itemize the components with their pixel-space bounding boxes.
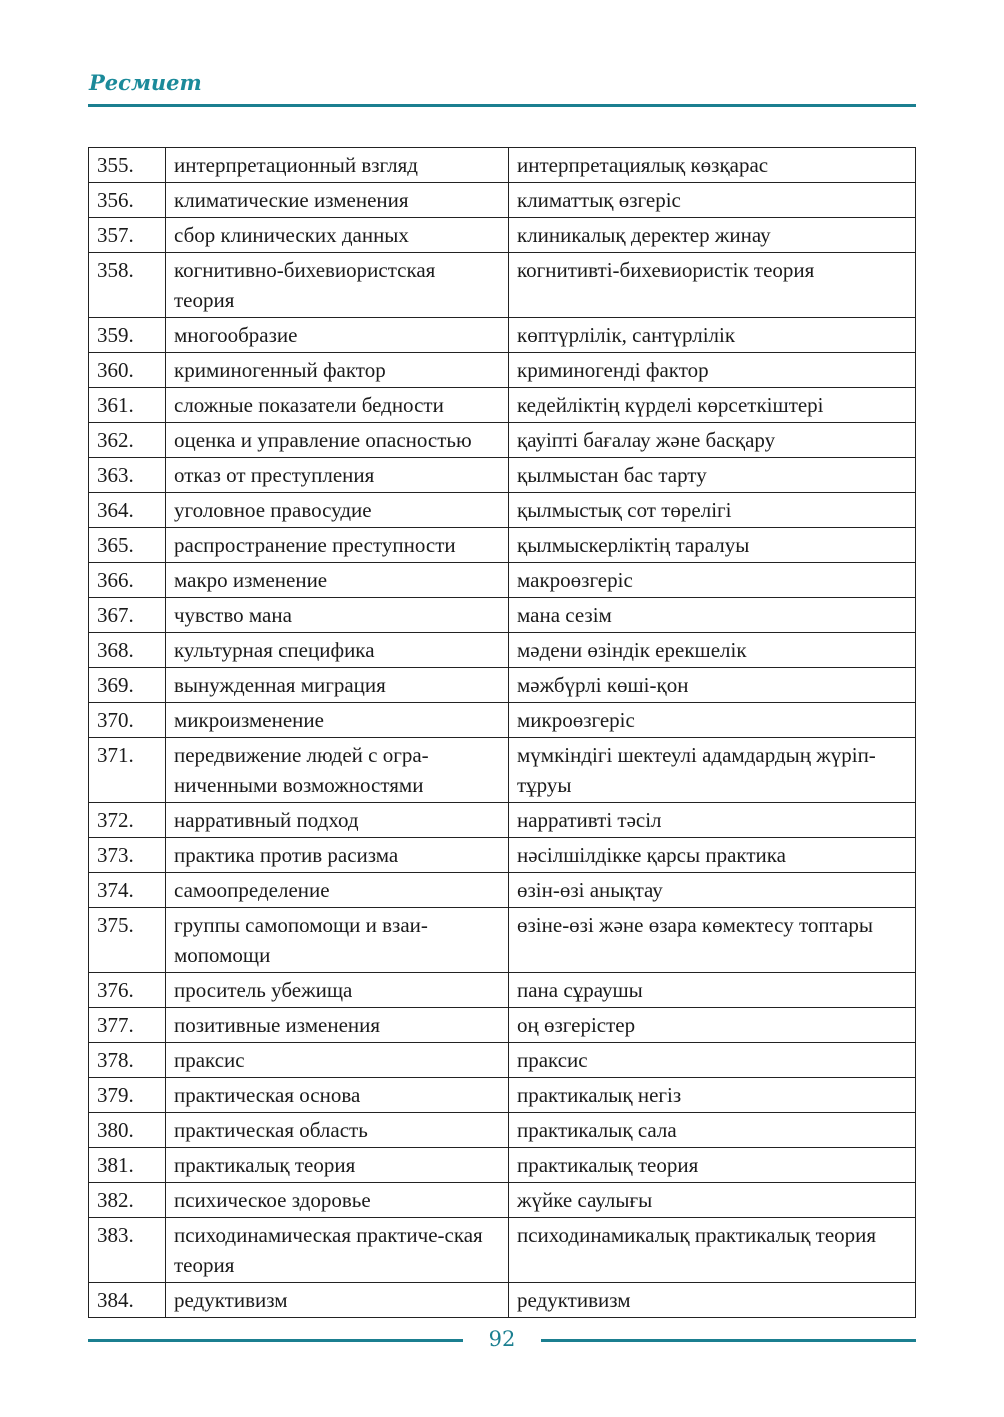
term-russian: практикалық теория — [166, 1148, 509, 1183]
term-russian: передвижение людей с огра-ниченными возможностями — [166, 738, 509, 803]
term-kazakh: криминогенді фактор — [509, 353, 916, 388]
row-number: 363. — [89, 458, 166, 493]
term-kazakh: өзіне-өзі және өзара көмектесу топтары — [509, 908, 916, 973]
row-number: 379. — [89, 1078, 166, 1113]
term-russian: группы самопомощи и взаи-мопомощи — [166, 908, 509, 973]
term-russian: праксис — [166, 1043, 509, 1078]
term-kazakh: нәсілшілдікке қарсы практика — [509, 838, 916, 873]
table-row — [89, 183, 916, 218]
table-row — [89, 1113, 916, 1148]
term-kazakh: жүйке саулығы — [509, 1183, 916, 1218]
table-row — [89, 633, 916, 668]
term-russian: микроизменение — [166, 703, 509, 738]
term-kazakh: мәжбүрлі көші-қон — [509, 668, 916, 703]
term-russian: чувство мана — [166, 598, 509, 633]
table-row — [89, 353, 916, 388]
row-number: 355. — [89, 148, 166, 183]
term-russian: распространение преступности — [166, 528, 509, 563]
term-kazakh: практикалық сала — [509, 1113, 916, 1148]
term-russian: многообразие — [166, 318, 509, 353]
page-number: 92 — [488, 1327, 516, 1351]
table-row — [89, 1008, 916, 1043]
table-row — [89, 1283, 916, 1318]
term-kazakh: психодинамикалық практикалық теория — [509, 1218, 916, 1283]
row-number: 365. — [89, 528, 166, 563]
table-row — [89, 838, 916, 873]
table-row — [89, 423, 916, 458]
row-number: 370. — [89, 703, 166, 738]
term-kazakh: қылмыскерліктің таралуы — [509, 528, 916, 563]
term-russian: психодинамическая практиче-ская теория — [166, 1218, 509, 1283]
term-kazakh: мана сезім — [509, 598, 916, 633]
row-number: 383. — [89, 1218, 166, 1283]
table-row — [89, 1148, 916, 1183]
term-kazakh: қылмыстан бас тарту — [509, 458, 916, 493]
term-kazakh: көптүрлілік, сантүрлілік — [509, 318, 916, 353]
term-russian: практическая область — [166, 1113, 509, 1148]
header-divider — [88, 104, 916, 107]
term-russian: уголовное правосудие — [166, 493, 509, 528]
term-russian: самоопределение — [166, 873, 509, 908]
term-russian: позитивные изменения — [166, 1008, 509, 1043]
row-number: 368. — [89, 633, 166, 668]
row-number: 373. — [89, 838, 166, 873]
row-number: 369. — [89, 668, 166, 703]
row-number: 366. — [89, 563, 166, 598]
term-kazakh: өзін-өзі анықтау — [509, 873, 916, 908]
row-number: 382. — [89, 1183, 166, 1218]
row-number: 378. — [89, 1043, 166, 1078]
table-row — [89, 388, 916, 423]
term-kazakh: клиникалық деректер жинау — [509, 218, 916, 253]
term-russian: практика против расизма — [166, 838, 509, 873]
term-russian: оценка и управление опасностью — [166, 423, 509, 458]
term-russian: психическое здоровье — [166, 1183, 509, 1218]
term-kazakh: микроөзгеріс — [509, 703, 916, 738]
term-russian: сбор клинических данных — [166, 218, 509, 253]
row-number: 364. — [89, 493, 166, 528]
table-row — [89, 528, 916, 563]
term-russian: интерпретационный взгляд — [166, 148, 509, 183]
table-row — [89, 218, 916, 253]
term-kazakh: қауіпті бағалау және басқару — [509, 423, 916, 458]
term-kazakh: нарративті тәсіл — [509, 803, 916, 838]
table-row — [89, 563, 916, 598]
term-kazakh: климаттық өзгеріс — [509, 183, 916, 218]
table-row — [89, 803, 916, 838]
term-kazakh: праксис — [509, 1043, 916, 1078]
table-row — [89, 1078, 916, 1113]
table-row — [89, 1218, 916, 1283]
row-number: 371. — [89, 738, 166, 803]
table-row — [89, 668, 916, 703]
term-russian: культурная специфика — [166, 633, 509, 668]
row-number: 380. — [89, 1113, 166, 1148]
table-row — [89, 873, 916, 908]
row-number: 381. — [89, 1148, 166, 1183]
row-number: 367. — [89, 598, 166, 633]
term-russian: криминогенный фактор — [166, 353, 509, 388]
table-row — [89, 703, 916, 738]
term-kazakh: когнитивті-бихевиористік теория — [509, 253, 916, 318]
footer-divider-left — [88, 1339, 463, 1342]
term-russian: отказ от преступления — [166, 458, 509, 493]
row-number: 360. — [89, 353, 166, 388]
term-kazakh: қылмыстық сот төрелігі — [509, 493, 916, 528]
table-row — [89, 493, 916, 528]
row-number: 362. — [89, 423, 166, 458]
row-number: 359. — [89, 318, 166, 353]
row-number: 361. — [89, 388, 166, 423]
term-kazakh: мәдени өзіндік ерекшелік — [509, 633, 916, 668]
term-kazakh: пана сұраушы — [509, 973, 916, 1008]
table-row — [89, 458, 916, 493]
footer-divider-right — [541, 1339, 916, 1342]
table-row — [89, 1183, 916, 1218]
term-russian: макро изменение — [166, 563, 509, 598]
term-russian: вынужденная миграция — [166, 668, 509, 703]
term-kazakh: практикалық теория — [509, 1148, 916, 1183]
term-kazakh: оң өзгерістер — [509, 1008, 916, 1043]
term-kazakh: интерпретациялық көзқарас — [509, 148, 916, 183]
row-number: 356. — [89, 183, 166, 218]
term-kazakh: кедейліктің күрделі көрсеткіштері — [509, 388, 916, 423]
term-russian: сложные показатели бедности — [166, 388, 509, 423]
row-number: 375. — [89, 908, 166, 973]
table-row — [89, 738, 916, 803]
row-number: 358. — [89, 253, 166, 318]
row-number: 377. — [89, 1008, 166, 1043]
term-russian: когнитивно-бихевиористская теория — [166, 253, 509, 318]
table-row — [89, 598, 916, 633]
glossary-table-body — [89, 148, 916, 1318]
term-kazakh: практикалық негіз — [509, 1078, 916, 1113]
table-row — [89, 973, 916, 1008]
term-russian: практическая основа — [166, 1078, 509, 1113]
row-number: 372. — [89, 803, 166, 838]
table-row — [89, 253, 916, 318]
term-russian: климатические изменения — [166, 183, 509, 218]
term-kazakh: редуктивизм — [509, 1283, 916, 1318]
row-number: 357. — [89, 218, 166, 253]
glossary-table — [88, 147, 916, 1318]
row-number: 376. — [89, 973, 166, 1008]
term-russian: нарративный подход — [166, 803, 509, 838]
table-row — [89, 318, 916, 353]
term-kazakh: мүмкіндігі шектеулі адамдардың жүріп-тұруы — [509, 738, 916, 803]
table-row — [89, 148, 916, 183]
term-kazakh: макроөзгеріс — [509, 563, 916, 598]
term-russian: проситель убежища — [166, 973, 509, 1008]
term-russian: редуктивизм — [166, 1283, 509, 1318]
page-header-title: Ресмиет — [89, 70, 202, 95]
row-number: 384. — [89, 1283, 166, 1318]
table-row — [89, 908, 916, 973]
table-row — [89, 1043, 916, 1078]
row-number: 374. — [89, 873, 166, 908]
